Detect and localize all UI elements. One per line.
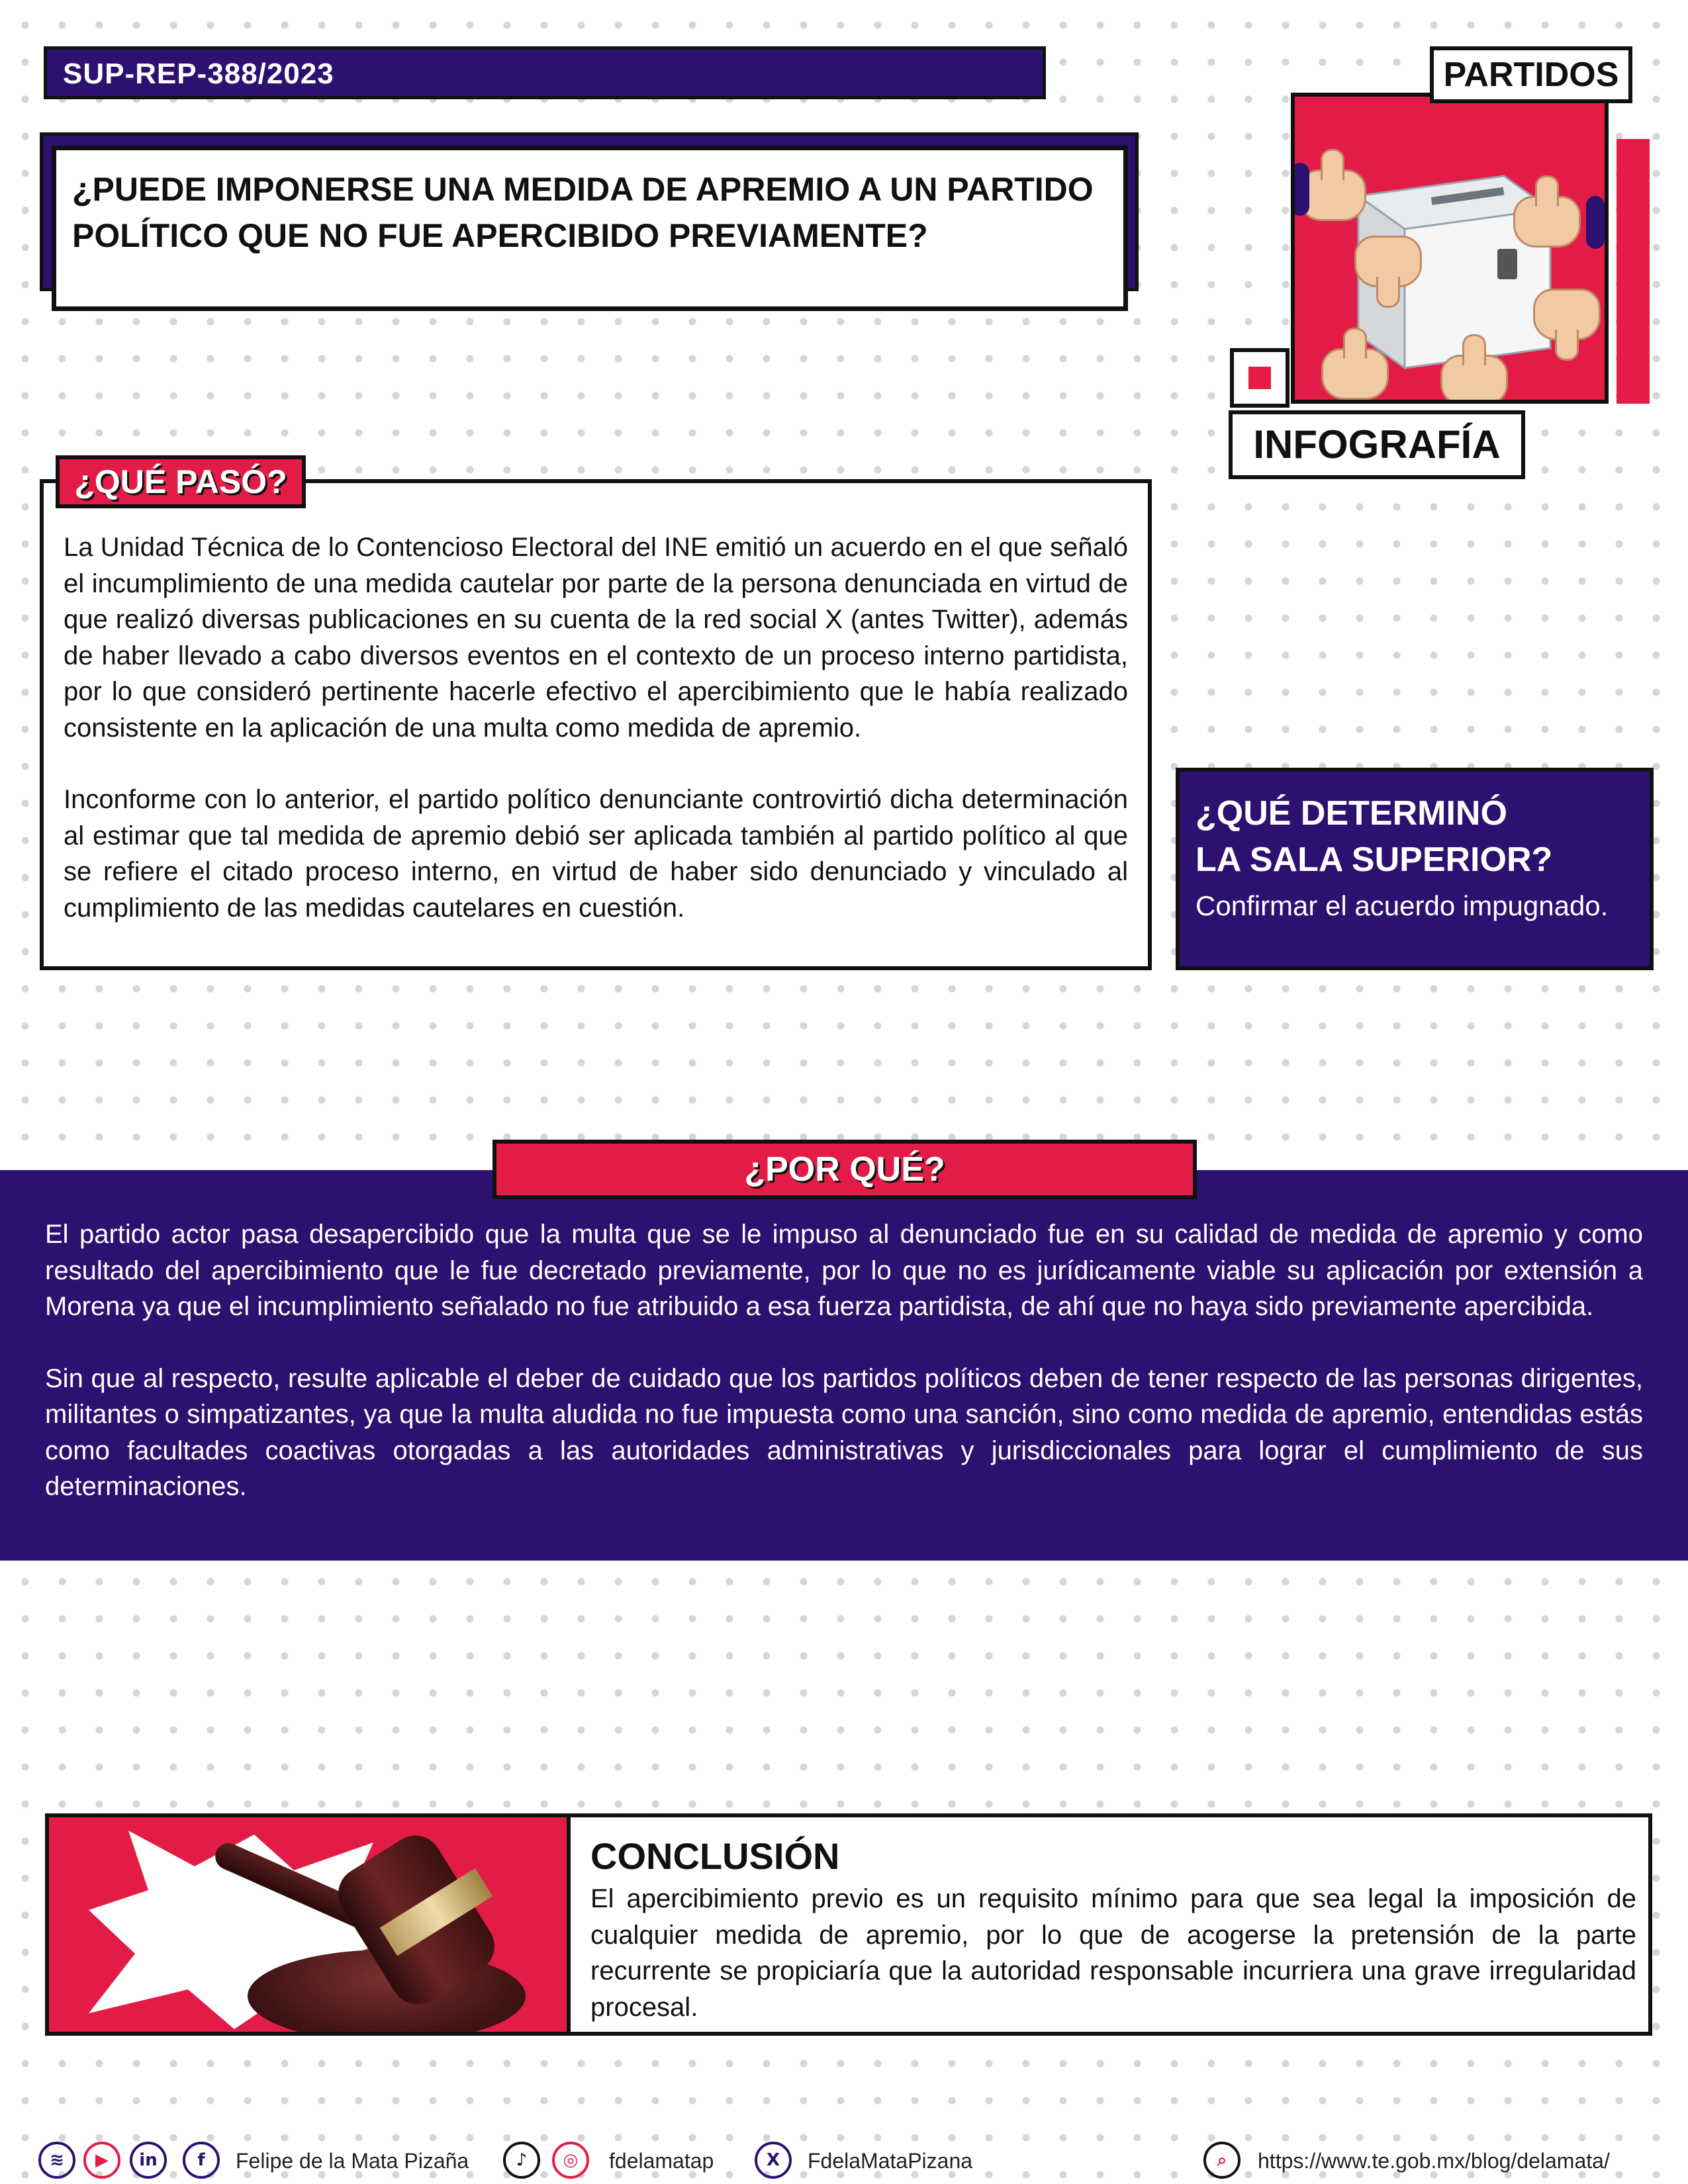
instagram-icon[interactable]: ◎ xyxy=(552,2142,589,2179)
conclusion-text: El apercibimiento previo es un requisito mínimo para que sea legal la imposición de cualquier medida de apremio, por lo que de acogerse la pretensión de la parte recurrente se propiciaría que la autoridad responsable incurriera una grave irregularidad procesal. xyxy=(590,1884,1636,2022)
por-que-paragraph: El partido actor pasa desapercibido que la multa que se le impuso al denunciado fue en su calidad de medida de apremio y como resultado del apercibimiento que le fue decretado previamente, por lo que no es jurídicamente viable su aplicación por extensión a Morena ya que el incumplimiento señalado no fue atribuido a esa fuerza partidista, de ahí que no haya sido previamente apercibida. xyxy=(45,1220,1643,1321)
case-number-bar xyxy=(44,46,1046,99)
conclusion-section xyxy=(45,1813,1652,2036)
decorative-stripe xyxy=(1617,139,1650,404)
que-determino-title xyxy=(1196,790,1634,883)
thumbs-up-icon xyxy=(1440,355,1508,404)
que-paso-paragraph: Inconforme con lo anterior, el partido político denunciante controvirtió dicha determinación al estimar que tal medida de apremio debió ser aplicada también al partido político al que se refiere el citado proceso interno, en virtud de haber sido denunciado y vinculado al cumplimiento de las medidas cautelares en cuestión. xyxy=(64,785,1128,923)
spotify-icon[interactable]: ≋ xyxy=(38,2142,75,2179)
que-paso-section xyxy=(40,479,1152,970)
x-icon[interactable]: X xyxy=(755,2142,792,2179)
facebook-icon[interactable]: f xyxy=(183,2142,220,2179)
tiktok-icon[interactable]: ♪ xyxy=(503,2142,540,2179)
conclusion-title: CONCLUSIÓN xyxy=(590,1835,840,1877)
que-paso-label: ¿QUÉ PASÓ? xyxy=(56,455,306,508)
que-determino-title-line: LA SALA SUPERIOR? xyxy=(1196,841,1553,879)
que-determino-section xyxy=(1176,768,1654,970)
case-number: SUP-REP-388/2023 xyxy=(63,58,334,90)
thumbs-up-icon xyxy=(1321,348,1389,400)
thumbs-down-icon xyxy=(1354,236,1422,287)
youtube-icon[interactable]: ▶ xyxy=(83,2142,120,2179)
search-icon[interactable]: ⌕ xyxy=(1203,2142,1241,2179)
linkedin-icon[interactable]: in xyxy=(130,2142,167,2179)
footer-handle: fdelamatap xyxy=(609,2149,714,2173)
footer-name: Felipe de la Mata Pizaña xyxy=(236,2149,469,2173)
type-tag: INFOGRAFÍA xyxy=(1229,410,1525,479)
question-box xyxy=(52,146,1128,311)
footer-x-handle: FdelaMataPizana xyxy=(808,2149,973,2173)
por-que-label: ¿POR QUÉ? xyxy=(492,1140,1197,1199)
question-title: ¿PUEDE IMPONERSE UNA MEDIDA DE APREMIO A UN PARTIDO POLÍTICO QUE NO FUE APERCIBIDO PREVIAMENTE? xyxy=(72,171,1094,254)
sleeve xyxy=(1291,163,1309,216)
decorative-square xyxy=(1230,348,1289,408)
thumbs-down-icon xyxy=(1533,289,1601,340)
thumbs-ballot-image xyxy=(1291,93,1609,404)
que-paso-paragraph: La Unidad Técnica de lo Contencioso Electoral del INE emitió un acuerdo en el que señaló el incumplimiento de una medida cautelar por parte de la persona denunciada en virtud de que realizó diversas publicaciones en su cuenta de la red social X (antes Twitter), además de haber llevado a cabo diversos eventos en el contexto de un proceso interno partidista, por lo que consideró pertinente hacerle efectivo el apercibimiento que le había realizado consistente en la aplicación de una multa como medida de apremio. xyxy=(64,533,1128,743)
sleeve xyxy=(1586,196,1605,249)
gavel-image xyxy=(49,1817,571,2032)
category-tag: PARTIDOS xyxy=(1430,46,1632,103)
por-que-section xyxy=(0,1170,1688,1561)
footer-url[interactable]: https://www.te.gob.mx/blog/delamata/ xyxy=(1258,2149,1610,2173)
por-que-paragraph: Sin que al respecto, resulte aplicable el deber de cuidado que los partidos políticos deben de tener respecto de las personas dirigentes, militantes o simpatizantes, ya que la multa aludida no fue impuesta como una sanción, sino como medida de apremio, entendidas estás como facultades coactivas otorgadas a las autoridades administrativas y jurisdiccionales para lograr el cumplimiento de sus determinaciones. xyxy=(45,1363,1643,1501)
thumbs-up-icon xyxy=(1513,196,1581,248)
que-determino-text: Confirmar el acuerdo impugnado. xyxy=(1196,890,1609,921)
que-determino-title-line: ¿QUÉ DETERMINÓ xyxy=(1196,794,1507,833)
